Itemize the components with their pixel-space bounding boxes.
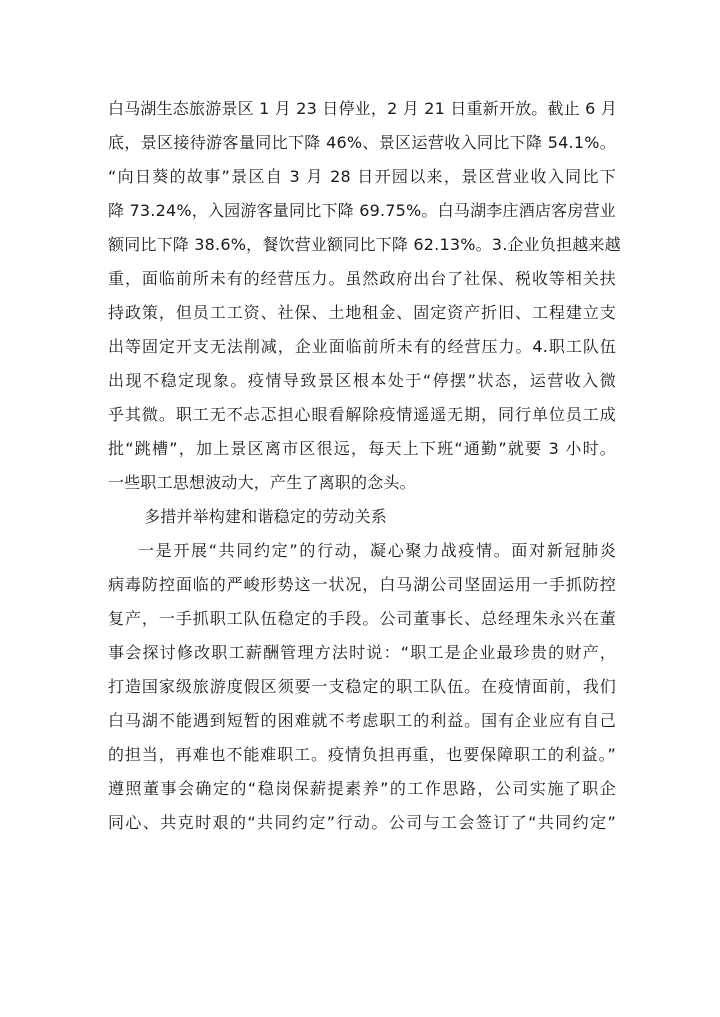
document-body — [108, 92, 621, 840]
paragraph-line: “向日葵的故事”景区自 3 月 28 日开园以来，景区营业收入同比下 — [108, 167, 616, 186]
paragraph-line: 底，景区接待游客量同比下降 46%、景区运营收入同比下降 54.1%。 — [108, 133, 616, 152]
paragraph-line: 遵照董事会确定的“稳岗保薪提素养”的工作思路，公司实施了职企 — [108, 779, 616, 798]
paragraph-line: 额同比下降 38.6%，餐饮营业额同比下降 62.13%。3.企业负担越来越 — [108, 235, 621, 254]
paragraph-line: 降 73.24%，入园游客量同比下降 69.75%。白马湖李庄酒店客房营业 — [108, 201, 616, 220]
paragraph-line: 出等固定开支无法削减，企业面临前所未有的经营压力。4.职工队伍 — [108, 337, 616, 356]
paragraph-line: 事会探讨修改职工薪酬管理方法时说：“职工是企业最珍贵的财产， — [108, 643, 616, 662]
paragraph-line: 白马湖不能遇到短暂的困难就不考虑职工的利益。国有企业应有自己 — [108, 711, 616, 730]
paragraph-line: 白马湖生态旅游景区 1 月 23 日停业，2 月 21 日重新开放。截止 6 月 — [108, 99, 618, 118]
section-heading: 多措并举构建和谐稳定的劳动关系 — [144, 507, 388, 526]
paragraph-line: 批“跳槽”，加上景区离市区很远，每天上下班“通勤”就要 3 小时。 — [108, 439, 616, 458]
paragraph-line: 的担当，再难也不能难职工。疫情负担再重，也要保障职工的利益。” — [108, 745, 616, 764]
paragraph-line: 复产，一手抓职工队伍稳定的手段。公司董事长、总经理朱永兴在董 — [108, 609, 616, 628]
paragraph-line: 打造国家级旅游度假区须要一支稳定的职工队伍。在疫情面前，我们 — [108, 677, 616, 696]
paragraph-line: 持政策，但员工工资、社保、土地租金、固定资产折旧、工程建立支 — [108, 303, 616, 322]
paragraph-line: 乎其微。职工无不忐忑担心眼看解除疫情遥遥无期，同行单位员工成 — [108, 405, 616, 424]
paragraph-line: 病毒防控面临的严峻形势这一状况，白马湖公司坚固运用一手抓防控 — [108, 575, 616, 594]
paragraph-line: 出现不稳定现象。疫情导致景区根本处于“停摆”状态，运营收入微 — [108, 371, 616, 390]
paragraph-line: 一些职工思想波动大，产生了离职的念头。 — [108, 473, 416, 492]
paragraph-line: 同心、共克时艰的“共同约定”行动。公司与工会签订了“共同约定” — [108, 813, 616, 832]
paragraph-line: 一是开展“共同约定”的行动，凝心聚力战疫情。面对新冠肺炎 — [138, 541, 616, 560]
paragraph-line: 重，面临前所未有的经营压力。虽然政府出台了社保、税收等相关扶 — [108, 269, 616, 288]
